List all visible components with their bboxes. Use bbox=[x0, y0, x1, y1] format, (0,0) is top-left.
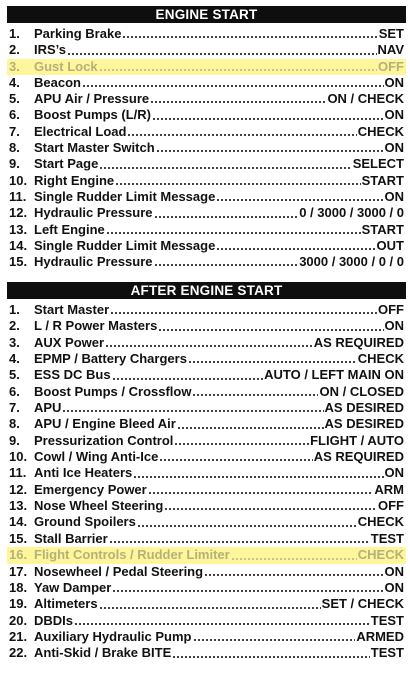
checklist-item bbox=[7, 629, 406, 645]
item-label: Start Master bbox=[34, 302, 110, 317]
dot-leader bbox=[105, 345, 313, 347]
item-label: Auxiliary Hydraulic Pump bbox=[34, 628, 192, 644]
checklist-item bbox=[7, 416, 406, 432]
checklist-item bbox=[7, 613, 406, 629]
item-value: TEST bbox=[370, 612, 404, 628]
dot-leader bbox=[177, 427, 324, 429]
checklist-item bbox=[7, 140, 406, 156]
item-value: 0 / 3000 / 3000 / 0 bbox=[299, 205, 404, 221]
item-value: START bbox=[361, 172, 404, 188]
item-number: 2. bbox=[9, 42, 20, 58]
dot-leader bbox=[164, 508, 377, 510]
dot-leader bbox=[112, 378, 264, 380]
item-label: Flight Controls / Rudder Limiter bbox=[34, 547, 230, 563]
dot-leader bbox=[204, 574, 383, 576]
engine-start-header: ENGINE START bbox=[7, 6, 406, 23]
checklist-item bbox=[7, 91, 406, 107]
item-label: Start Page bbox=[34, 156, 99, 172]
item-number: 4. bbox=[9, 351, 20, 367]
item-label: Parking Brake bbox=[34, 26, 122, 41]
item-label: L / R Power Masters bbox=[34, 318, 158, 334]
item-value: OUT bbox=[376, 237, 404, 253]
item-label: Anti Ice Heaters bbox=[34, 465, 133, 481]
item-label: Anti-Skid / Brake BITE bbox=[34, 645, 172, 661]
item-label: DBDIs bbox=[34, 612, 74, 628]
checklist-item bbox=[7, 596, 406, 612]
dot-leader bbox=[188, 361, 357, 363]
item-value: AUTO / LEFT MAIN ON bbox=[264, 367, 404, 383]
after-engine-start-list bbox=[7, 302, 406, 662]
dot-leader bbox=[216, 199, 383, 201]
item-value: 3000 / 3000 / 0 / 0 bbox=[299, 254, 404, 270]
checklist-item bbox=[7, 547, 406, 563]
item-label: Pressurization Control bbox=[34, 432, 174, 448]
checklist-item bbox=[7, 514, 406, 530]
checklist-item bbox=[7, 351, 406, 367]
checklist-item bbox=[7, 531, 406, 547]
dot-leader bbox=[99, 607, 321, 609]
item-label: Ground Spoilers bbox=[34, 514, 136, 530]
item-label: Gust Lock bbox=[34, 58, 98, 74]
checklist-item bbox=[7, 318, 406, 334]
after-engine-start-section bbox=[7, 282, 406, 662]
item-value: OFF bbox=[378, 58, 404, 74]
item-value: ON bbox=[384, 579, 404, 595]
item-value: CHECK bbox=[357, 123, 404, 139]
dot-leader bbox=[127, 134, 356, 136]
item-number: 9. bbox=[9, 156, 20, 172]
dot-leader bbox=[216, 248, 375, 250]
checklist-item bbox=[7, 107, 406, 123]
item-value: ON bbox=[384, 74, 404, 90]
checklist-item bbox=[7, 384, 406, 400]
item-value: ON bbox=[384, 140, 404, 156]
item-value: SET / CHECK bbox=[321, 596, 404, 612]
item-label: Single Rudder Limit Message bbox=[34, 188, 216, 204]
dot-leader bbox=[154, 216, 299, 218]
checklist-item bbox=[7, 238, 406, 254]
checklist-item bbox=[7, 59, 406, 75]
dot-leader bbox=[133, 476, 383, 478]
item-label: ESS DC Bus bbox=[34, 367, 111, 383]
dot-leader bbox=[67, 53, 376, 55]
item-number: 6. bbox=[9, 383, 20, 399]
item-number: 1. bbox=[9, 302, 20, 317]
item-label: Beacon bbox=[34, 74, 81, 90]
dot-leader bbox=[74, 623, 370, 625]
item-label: Electrical Load bbox=[34, 123, 127, 139]
dot-leader bbox=[82, 85, 384, 87]
item-label: APU bbox=[34, 400, 62, 416]
item-value: NAV bbox=[377, 42, 404, 58]
dot-leader bbox=[106, 232, 361, 234]
item-value: TEST bbox=[370, 645, 404, 661]
item-number: 9. bbox=[9, 432, 20, 448]
item-number: 20. bbox=[9, 612, 28, 628]
item-label: Stall Barrier bbox=[34, 530, 108, 546]
checklist-item bbox=[7, 124, 406, 140]
item-value: AS REQUIRED bbox=[313, 449, 404, 465]
item-number: 10. bbox=[9, 172, 28, 188]
checklist-item bbox=[7, 482, 406, 498]
dot-leader bbox=[110, 312, 377, 314]
checklist-item bbox=[7, 75, 406, 91]
item-number: 8. bbox=[9, 416, 20, 432]
dot-leader bbox=[62, 410, 323, 412]
dot-leader bbox=[159, 459, 312, 461]
checklist-item bbox=[7, 42, 406, 58]
dot-leader bbox=[122, 36, 377, 38]
item-value: AS REQUIRED bbox=[313, 334, 404, 350]
item-value: START bbox=[361, 221, 404, 237]
item-value: FLIGHT / AUTO bbox=[310, 432, 404, 448]
item-number: 12. bbox=[9, 481, 28, 497]
item-label: IRS’s bbox=[34, 42, 67, 58]
item-label: Left Engine bbox=[34, 221, 105, 237]
item-number: 11. bbox=[9, 465, 27, 481]
checklist-item bbox=[7, 254, 406, 270]
item-value: CHECK bbox=[357, 514, 404, 530]
item-label: Cowl / Wing Anti-Ice bbox=[34, 449, 159, 465]
item-label: Nosewheel / Pedal Steering bbox=[34, 563, 204, 579]
engine-start-list bbox=[7, 26, 406, 270]
checklist-item bbox=[7, 26, 406, 42]
item-label: APU / Engine Bleed Air bbox=[34, 416, 176, 432]
item-number: 6. bbox=[9, 107, 20, 123]
item-number: 14. bbox=[9, 514, 28, 530]
checklist-item bbox=[7, 222, 406, 238]
item-number: 1. bbox=[9, 26, 20, 41]
item-number: 17. bbox=[9, 563, 28, 579]
checklist-item bbox=[7, 205, 406, 221]
item-number: 10. bbox=[9, 449, 28, 465]
dot-leader bbox=[148, 492, 374, 494]
item-value: ON bbox=[384, 563, 404, 579]
item-number: 21. bbox=[9, 628, 28, 644]
item-value: SELECT bbox=[352, 156, 404, 172]
item-value: CHECK bbox=[357, 547, 404, 563]
checklist-item bbox=[7, 302, 406, 318]
item-number: 13. bbox=[9, 221, 28, 237]
item-value: CHECK bbox=[357, 351, 404, 367]
checklist-item bbox=[7, 400, 406, 416]
item-value: AS DESIRED bbox=[324, 400, 404, 416]
item-value: ON / CHECK bbox=[327, 91, 404, 107]
item-label: Start Master Switch bbox=[34, 140, 155, 156]
dot-leader bbox=[192, 394, 318, 396]
item-value: OFF bbox=[378, 498, 404, 514]
item-number: 13. bbox=[9, 498, 28, 514]
item-label: Boost Pumps / Crossflow bbox=[34, 383, 192, 399]
dot-leader bbox=[137, 525, 357, 527]
item-number: 4. bbox=[9, 74, 20, 90]
dot-leader bbox=[99, 69, 377, 71]
item-number: 8. bbox=[9, 140, 20, 156]
item-number: 22. bbox=[9, 645, 28, 661]
item-number: 5. bbox=[9, 367, 20, 383]
item-label: Altimeters bbox=[34, 596, 98, 612]
dot-leader bbox=[193, 639, 356, 641]
item-number: 14. bbox=[9, 237, 28, 253]
item-value: ARM bbox=[374, 481, 404, 497]
item-value: ON bbox=[384, 188, 404, 204]
checklist-item bbox=[7, 580, 406, 596]
item-value: TEST bbox=[370, 530, 404, 546]
checklist-item bbox=[7, 498, 406, 514]
dot-leader bbox=[174, 443, 309, 445]
dot-leader bbox=[152, 118, 384, 120]
item-label: Boost Pumps (L/R) bbox=[34, 107, 151, 123]
item-number: 12. bbox=[9, 205, 28, 221]
item-number: 7. bbox=[9, 400, 20, 416]
item-number: 18. bbox=[9, 579, 28, 595]
item-label: Hydraulic Pressure bbox=[34, 254, 153, 270]
dot-leader bbox=[158, 329, 383, 331]
item-number: 15. bbox=[9, 254, 28, 270]
checklist-item bbox=[7, 449, 406, 465]
checklist-item bbox=[7, 156, 406, 172]
item-number: 16. bbox=[9, 547, 28, 563]
item-label: Single Rudder Limit Message bbox=[34, 237, 216, 253]
item-number: 3. bbox=[9, 58, 20, 74]
item-value: OFF bbox=[378, 302, 404, 317]
item-value: ON bbox=[384, 107, 404, 123]
dot-leader bbox=[115, 183, 360, 185]
checklist-item bbox=[7, 564, 406, 580]
item-value: ON bbox=[384, 318, 404, 334]
engine-start-section bbox=[7, 6, 406, 270]
item-label: Right Engine bbox=[34, 172, 115, 188]
item-label: EPMP / Battery Chargers bbox=[34, 351, 187, 367]
checklist-item bbox=[7, 189, 406, 205]
checklist-item bbox=[7, 367, 406, 383]
item-label: APU Air / Pressure bbox=[34, 91, 150, 107]
checklist-item bbox=[7, 465, 406, 481]
after-engine-start-header: AFTER ENGINE START bbox=[7, 282, 406, 299]
dot-leader bbox=[172, 656, 370, 658]
dot-leader bbox=[150, 101, 326, 103]
dot-leader bbox=[156, 150, 384, 152]
item-value: ARMED bbox=[356, 628, 404, 644]
item-label: Emergency Power bbox=[34, 481, 147, 497]
item-value: ON / CLOSED bbox=[319, 383, 404, 399]
item-label: Yaw Damper bbox=[34, 579, 112, 595]
checklist-item bbox=[7, 335, 406, 351]
dot-leader bbox=[99, 167, 351, 169]
item-number: 3. bbox=[9, 334, 20, 350]
item-label: AUX Power bbox=[34, 334, 105, 350]
item-number: 2. bbox=[9, 318, 20, 334]
item-value: ON bbox=[384, 465, 404, 481]
checklist-item bbox=[7, 645, 406, 661]
dot-leader bbox=[109, 541, 370, 543]
item-number: 15. bbox=[9, 530, 28, 546]
item-label: Nose Wheel Steering bbox=[34, 498, 164, 514]
item-number: 11. bbox=[9, 188, 27, 204]
dot-leader bbox=[231, 558, 357, 560]
item-label: Hydraulic Pressure bbox=[34, 205, 153, 221]
item-value: SET bbox=[378, 26, 404, 41]
checklist-item bbox=[7, 173, 406, 189]
item-number: 7. bbox=[9, 123, 20, 139]
item-number: 5. bbox=[9, 91, 20, 107]
dot-leader bbox=[112, 590, 383, 592]
item-value: AS DESIRED bbox=[324, 416, 404, 432]
dot-leader bbox=[154, 264, 299, 266]
checklist-item bbox=[7, 433, 406, 449]
item-number: 19. bbox=[9, 596, 28, 612]
